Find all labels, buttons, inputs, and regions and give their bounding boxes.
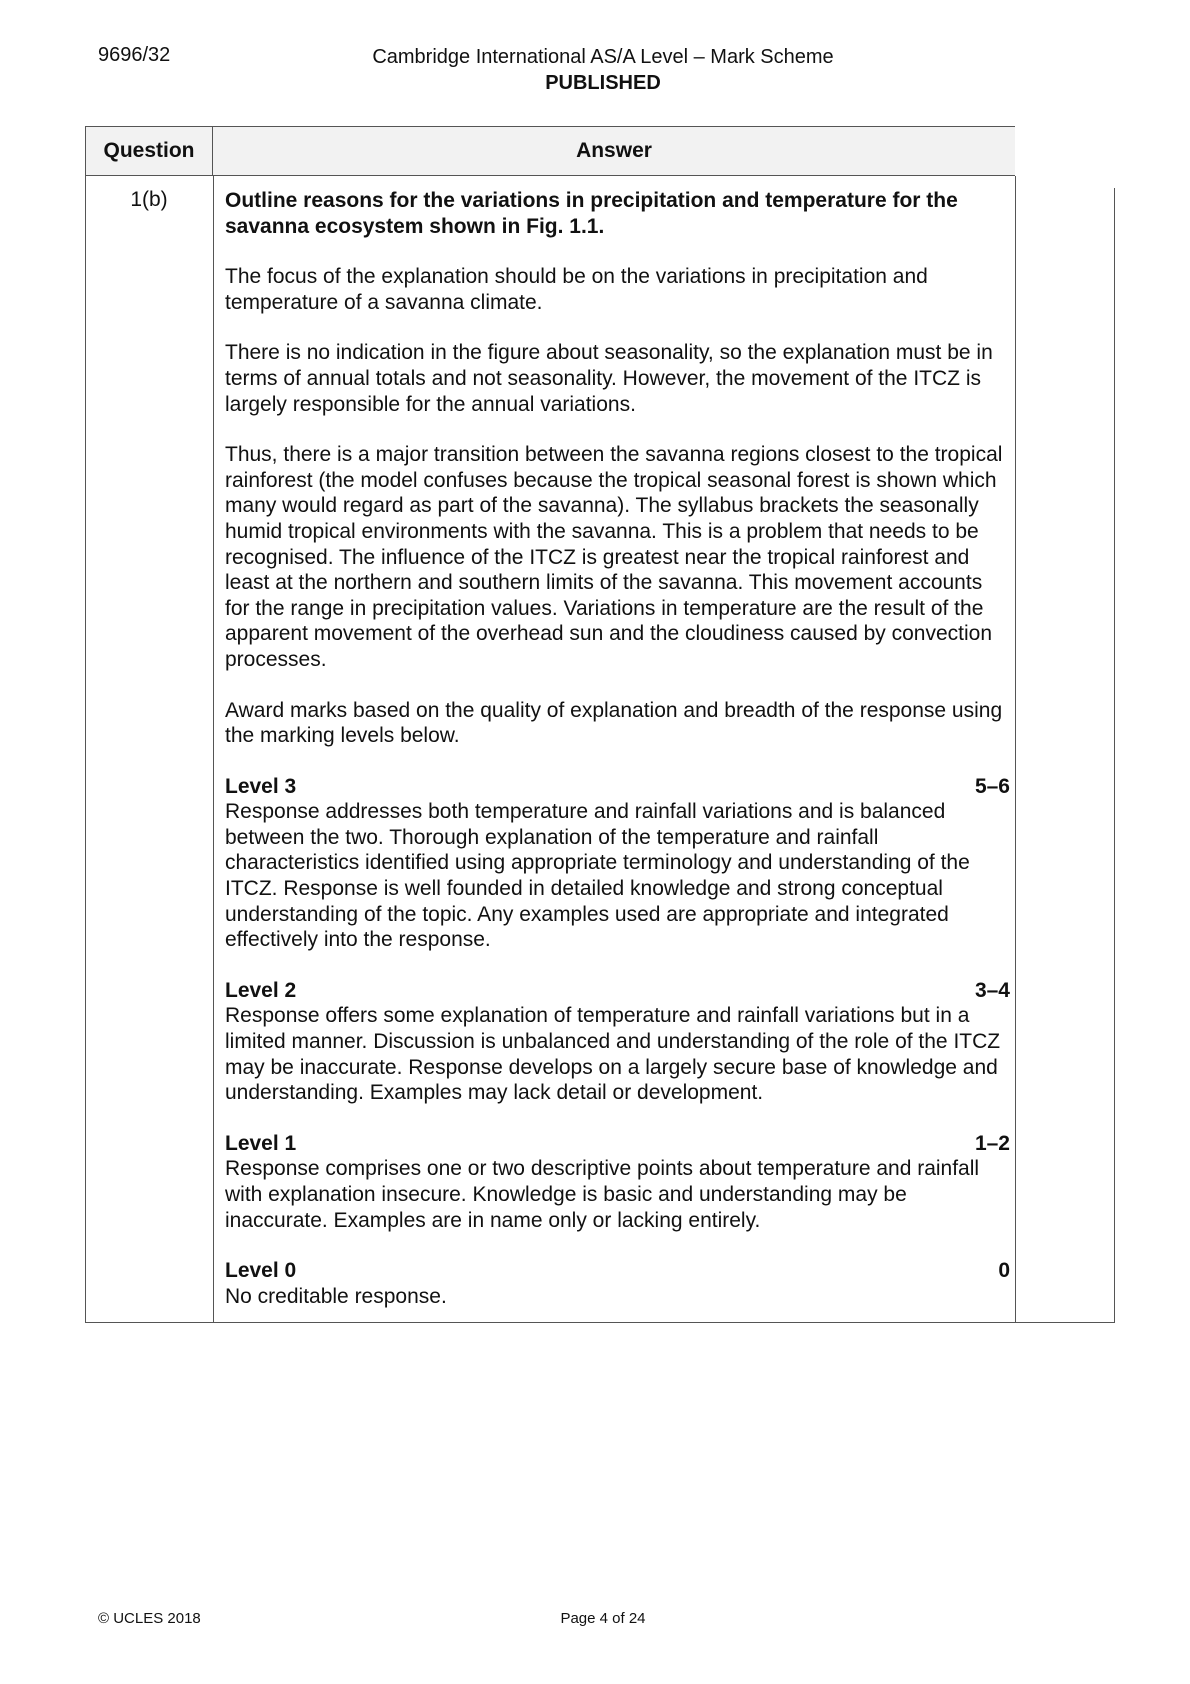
level-marks: 1–2 [974, 1131, 1010, 1155]
paper-code: 9696/32 [98, 44, 171, 66]
level-label: Level 1 [225, 1131, 297, 1155]
level-label: Level 3 [225, 774, 297, 798]
level-descriptor: Response offers some explanation of temperature and rainfall variations but in a limited manner. Discussion is unbalanced and understanding of the role of the ITCZ may be inaccurate. Response develops on a largely secure base of knowledge and understanding. Examples may lack detail or development. [225, 1004, 1001, 1105]
column-header-question: Question [85, 127, 213, 175]
table-border-bottom [85, 1322, 1115, 1323]
level-label: Level 2 [225, 978, 297, 1002]
answer-paragraph: Thus, there is a major transition between the savanna regions closest to the tropical rainforest (the model confuses because the tropical seasonal forest is shown which many would regard as part of the savanna). The syllabus brackets the seasonally humid tropical environments with the savanna. This is a problem that needs to be recognised. The influence of the ITCZ is greatest near the tropical rainforest and least at the northern and southern limits of the savanna. This movement accounts for the range in precipitation values. Variations in temperature are the result of the apparent movement of the overhead sun and the cloudiness caused by convection processes. [225, 443, 1003, 671]
document-header [343, 44, 863, 96]
question-title: Outline reasons for the variations in precipitation and temperature for the savanna ecosystem shown in Fig. 1.1. [225, 189, 958, 238]
level-2-block [225, 978, 1010, 1106]
answer-paragraph: There is no indication in the figure about seasonality, so the explanation must be in terms of annual totals and not seasonality. However, the movement of the ITCZ is largely responsible for the annual variations. [225, 341, 993, 416]
table-divider-question [213, 176, 214, 1322]
page-number: Page 4 of 24 [560, 1610, 646, 1627]
document-title: Cambridge International AS/A Level – Mark Scheme [372, 46, 834, 68]
column-header-answer: Answer [576, 139, 652, 162]
level-0-block [225, 1258, 1010, 1309]
mark-scheme-table [85, 176, 1115, 1322]
table-header-row [85, 126, 1015, 176]
table-border-right [1114, 188, 1115, 1322]
table-divider-answer [1015, 176, 1016, 1322]
level-marks: 0 [998, 1259, 1010, 1283]
table-border-left [85, 176, 86, 1322]
question-number: 1(b) [130, 188, 168, 211]
published-label: PUBLISHED [545, 72, 661, 94]
answer-paragraph: The focus of the explanation should be on the variations in precipitation and temperature of a savanna climate. [225, 265, 928, 314]
answer-cell [225, 188, 1010, 1309]
level-label: Level 0 [225, 1259, 297, 1283]
level-marks: 3–4 [974, 978, 1010, 1002]
level-1-block [225, 1131, 1010, 1233]
level-descriptor: Response comprises one or two descriptive points about temperature and rainfall with explanation insecure. Knowledge is basic and understanding may be inaccurate. Examples are in name only or lacking entirely. [225, 1157, 980, 1232]
level-marks: 5–6 [974, 774, 1010, 798]
copyright-notice: © UCLES 2018 [98, 1610, 201, 1627]
level-3-block [225, 774, 1010, 953]
level-descriptor: Response addresses both temperature and rainfall variations and is balanced between the two. Thorough explanation of the temperature and rainfall characteristics identified using appropriate terminology and understanding of the ITCZ. Response is well founded in detailed knowledge and strong conceptual understanding of the topic. Any examples used are appropriate and integrated effectively into the response. [225, 800, 970, 952]
answer-paragraph: Award marks based on the quality of explanation and breadth of the response using the marking levels below. [225, 698, 1003, 748]
level-descriptor: No creditable response. [225, 1284, 447, 1308]
